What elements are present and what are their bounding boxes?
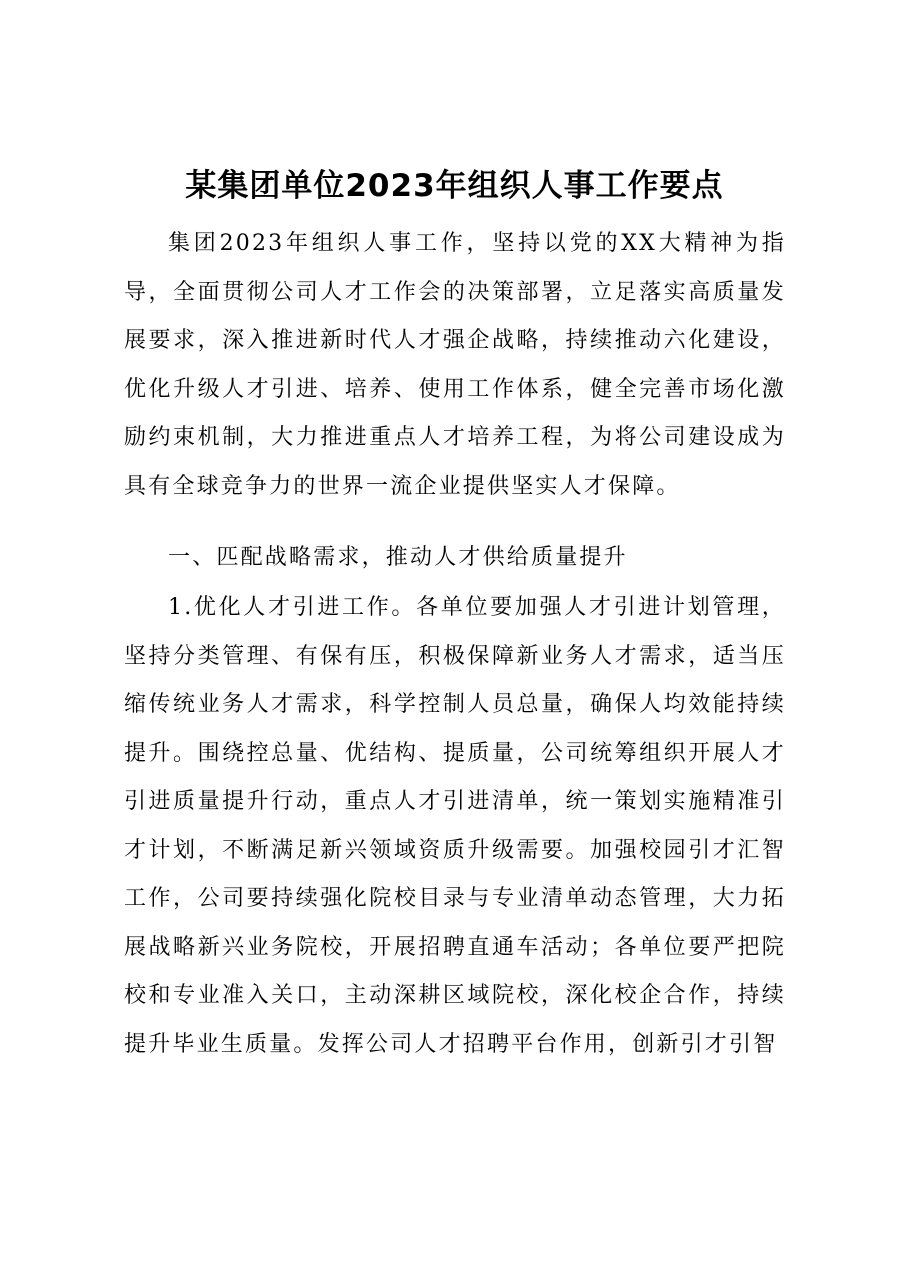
document-title: 某集团单位2023年组织人事工作要点	[185, 168, 724, 204]
intro-paragraph: 集团2023年组织人事工作，坚持以党的XX大精神为指导，全面贯彻公司人才工作会的决策部署，立足落实高质量发展要求，深入推进新时代人才强企战略，持续推动六化建设，优化升级人才引进、培养、使用工作体系，健全完善市场化激励约束机制，大力推进重点人才培养工程，为将公司建设成为具有全球竞争力的世界一流企业提供坚实人才保障。	[124, 231, 786, 499]
section-paragraph: 1.优化人才引进工作。各单位要加强人才引进计划管理，坚持分类管理、有保有压，积极保障新业务人才需求，适当压缩传统业务人才需求，科学控制人员总量，确保人均效能持续提升。围绕控总量、优结构、提质量，公司统筹组织开展人才引进质量提升行动，重点人才引进清单，统一策划实施精准引才计划，不断满足新兴领域资质升级需要。加强校园引才汇智工作，公司要持续强化院校目录与专业清单动态管理，大力拓展战略新兴业务院校，开展招聘直通车活动；各单位要严把院校和专业准入关口，主动深耕区域院校，深化校企合作，持续提升毕业生质量。发挥公司人才招聘平台作用，创新引才引智	[124, 595, 786, 1057]
section-heading: 一、匹配战略需求，推动人才供给质量提升	[168, 545, 628, 570]
